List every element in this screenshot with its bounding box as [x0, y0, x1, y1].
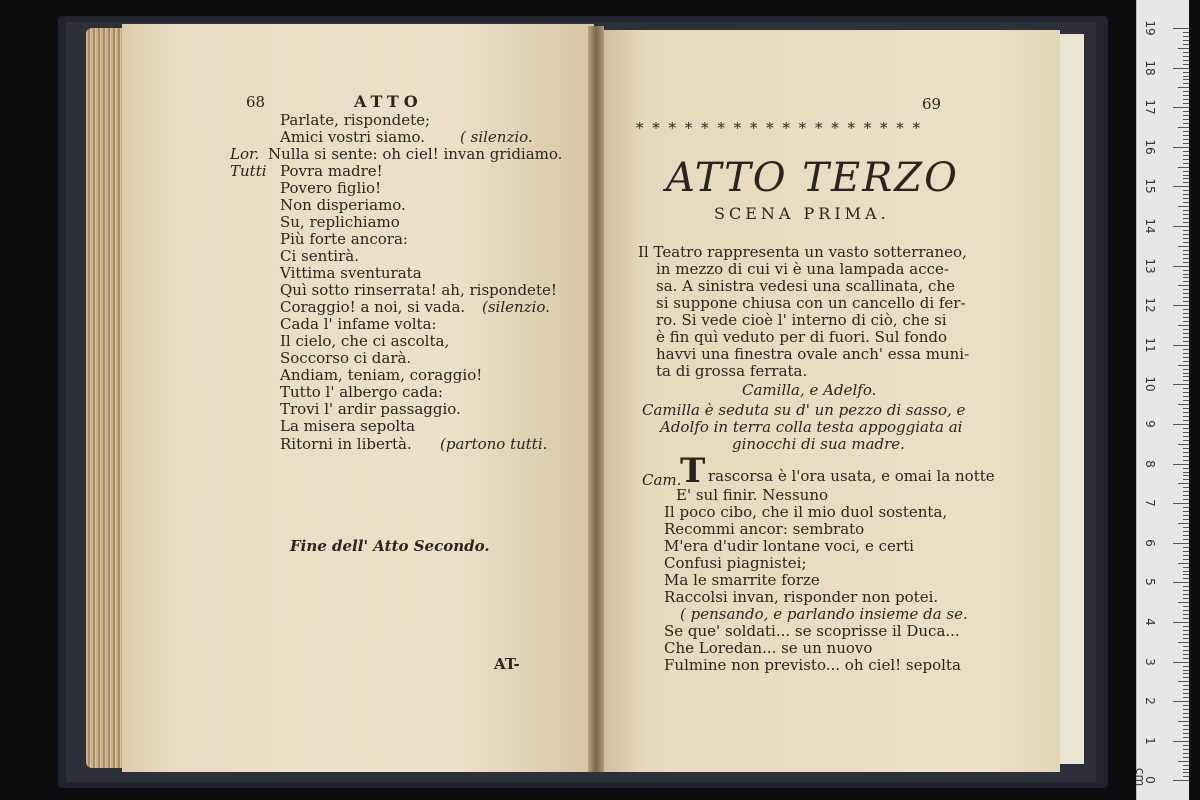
verse-line: La misera sepolta — [280, 417, 416, 435]
ruler-number: 10 — [1143, 376, 1157, 393]
ruler-tick — [1183, 515, 1189, 516]
ruler-tick — [1183, 479, 1189, 480]
stage-note: ( silenzio. — [460, 128, 533, 146]
ruler-number: 17 — [1143, 99, 1157, 115]
ruler-tick — [1178, 681, 1189, 682]
ruler-number: 0 — [1143, 776, 1157, 785]
dialogue-line: Recommi ancor: sembrato — [664, 520, 865, 538]
ruler-number: 15 — [1143, 178, 1157, 195]
ruler-tick — [1183, 202, 1189, 203]
verse-line: Soccorso ci darà. — [280, 349, 412, 367]
ruler-tick — [1183, 309, 1189, 310]
running-head: ATTO — [354, 92, 423, 111]
ruler-tick — [1183, 52, 1189, 53]
ruler-tick — [1183, 654, 1189, 655]
ruler-tick — [1183, 670, 1189, 671]
ruler-tick — [1183, 139, 1189, 140]
description-line: havvi una finestra ovale anch' essa muni- — [656, 345, 970, 363]
verse-line: Più forte ancora: — [280, 230, 408, 248]
ruler-tick — [1183, 630, 1189, 631]
ruler-tick — [1183, 586, 1189, 587]
ruler-tick — [1183, 337, 1189, 338]
act-end-line: Fine dell' Atto Secondo. — [290, 537, 490, 555]
ruler-tick — [1183, 178, 1189, 179]
page-block-edge — [86, 28, 126, 768]
verse-line: Cada l' infame volta: — [280, 315, 437, 333]
ruler-tick — [1183, 361, 1189, 362]
act-title: ATTO TERZO — [666, 155, 959, 201]
ruler-tick — [1173, 582, 1189, 583]
ruler-number: 19 — [1143, 20, 1157, 36]
ruler-number: 9 — [1143, 420, 1157, 428]
ruler-tick — [1183, 693, 1189, 694]
ruler-tick — [1183, 460, 1189, 461]
ruler-tick — [1183, 83, 1189, 84]
ruler-tick — [1183, 135, 1189, 136]
drop-cap: T — [680, 451, 706, 491]
ruler-tick — [1183, 574, 1189, 575]
dialogue-line: Che Loredan... se un nuovo — [664, 639, 873, 657]
ruler-tick — [1173, 701, 1189, 702]
ruler-tick — [1173, 68, 1189, 69]
stage-note: (partono tutti. — [440, 435, 548, 453]
ruler-tick — [1173, 384, 1189, 385]
measuring-ruler — [1133, 0, 1189, 800]
ruler-tick — [1183, 448, 1189, 449]
ruler-tick — [1183, 713, 1189, 714]
ruler-tick — [1178, 404, 1189, 405]
ruler-tick — [1183, 610, 1189, 611]
ruler-tick — [1183, 115, 1189, 116]
ruler-tick — [1178, 602, 1189, 603]
ruler-tick — [1183, 44, 1189, 45]
description-line: in mezzo di cui vi è una lampada acce- — [656, 260, 949, 278]
dialogue-line: rascorsa è l'ora usata, e omai la notte — [708, 467, 995, 485]
ruler-tick — [1173, 741, 1189, 742]
description-line: Il Teatro rappresenta un vasto sotterraneo, — [638, 243, 967, 261]
ruler-tick — [1183, 495, 1189, 496]
ruler-tick — [1183, 151, 1189, 152]
ruler-tick — [1183, 376, 1189, 377]
stage-direction-line: ginocchi di sua madre. — [732, 435, 905, 453]
verse-line: Amici vostri siamo. — [280, 128, 425, 146]
ruler-tick — [1183, 293, 1189, 294]
ruler-tick — [1183, 606, 1189, 607]
ruler-tick — [1183, 499, 1189, 500]
ruler-tick — [1183, 578, 1189, 579]
ruler-tick — [1183, 733, 1189, 734]
verse-line: Povra madre! — [280, 162, 383, 180]
ruler-tick — [1183, 341, 1189, 342]
ruler-tick — [1178, 167, 1189, 168]
ruler-tick — [1183, 772, 1189, 773]
ruler-tick — [1178, 761, 1189, 762]
ruler-tick — [1183, 511, 1189, 512]
ruler-tick — [1183, 297, 1189, 298]
dialogue-line: M'era d'udir lontane voci, e certi — [664, 537, 914, 555]
ruler-tick — [1183, 685, 1189, 686]
verse-line: Andiam, teniam, coraggio! — [280, 366, 483, 384]
ruler-tick — [1183, 658, 1189, 659]
ruler-tick — [1183, 749, 1189, 750]
ruler-tick — [1183, 234, 1189, 235]
ruler-tick — [1173, 622, 1189, 623]
ruler-tick — [1183, 317, 1189, 318]
ruler-tick — [1183, 91, 1189, 92]
ruler-tick — [1183, 274, 1189, 275]
ruler-tick — [1183, 559, 1189, 560]
ruler-tick — [1183, 270, 1189, 271]
ruler-tick — [1178, 285, 1189, 286]
ruler-tick — [1183, 412, 1189, 413]
ruler-tick — [1183, 238, 1189, 239]
ruler-tick — [1183, 472, 1189, 473]
speaker-label: Cam. — [642, 471, 682, 489]
ruler-tick — [1183, 60, 1189, 61]
verse-line: Vittima sventurata — [280, 264, 422, 282]
ruler-tick — [1173, 266, 1189, 267]
ruler-number: 7 — [1143, 499, 1157, 507]
ruler-tick — [1183, 547, 1189, 548]
ruler-tick — [1183, 531, 1189, 532]
ruler-tick — [1183, 626, 1189, 627]
ruler-tick — [1183, 76, 1189, 77]
ruler-tick — [1183, 408, 1189, 409]
ruler-tick — [1183, 638, 1189, 639]
ruler-tick — [1183, 555, 1189, 556]
ruler-tick — [1183, 717, 1189, 718]
verse-line: Parlate, rispondete; — [280, 111, 431, 129]
ruler-tick — [1183, 487, 1189, 488]
verse-line: Povero figlio! — [280, 179, 382, 197]
ruler-tick — [1183, 428, 1189, 429]
ruler-tick — [1183, 329, 1189, 330]
characters-line: Camilla, e Adelfo. — [742, 381, 877, 399]
ruler-tick — [1183, 333, 1189, 334]
ruler-tick — [1173, 662, 1189, 663]
ruler-tick — [1178, 365, 1189, 366]
ruler-number: 8 — [1143, 459, 1157, 468]
ruler-tick — [1178, 246, 1189, 247]
ruler-tick — [1183, 614, 1189, 615]
ruler-tick — [1173, 305, 1189, 306]
ruler-tick — [1183, 551, 1189, 552]
ruler-tick — [1183, 400, 1189, 401]
ruler-tick — [1183, 155, 1189, 156]
ruler-tick — [1183, 36, 1189, 37]
dialogue-line: Se que' soldati... se scoprisse il Duca... — [664, 622, 960, 640]
stage-direction-line: Adolfo in terra colla testa appoggiata ai — [660, 418, 963, 436]
stage-direction-line: Camilla è seduta su d' un pezzo di sasso, e — [642, 401, 966, 419]
aside-direction: ( pensando, e parlando insieme da se. — [680, 605, 968, 623]
ruler-tick — [1183, 171, 1189, 172]
ruler-tick — [1183, 123, 1189, 124]
ruler-tick — [1183, 214, 1189, 215]
ruler-number: 11 — [1143, 337, 1157, 353]
ruler-tick — [1183, 242, 1189, 243]
ruler-tick — [1173, 543, 1189, 544]
ruler-tick — [1183, 218, 1189, 219]
ruler-tick — [1183, 159, 1189, 160]
ruler-tick — [1178, 444, 1189, 445]
ruler-tick — [1183, 456, 1189, 457]
verse-line: Coraggio! a noi, si vada. — [280, 298, 466, 316]
ruler-number: 12 — [1143, 297, 1157, 313]
dialogue-line: Raccolsi invan, risponder non potei. — [664, 588, 939, 606]
ruler-tick — [1183, 103, 1189, 104]
ruler-tick — [1183, 666, 1189, 667]
star-ornament: * * * * * * * * * * * * * * * * * * — [636, 119, 923, 137]
page-number-right: 69 — [922, 95, 942, 113]
ruler-tick — [1183, 369, 1189, 370]
ruler-tick — [1183, 737, 1189, 738]
ruler-unit: cm — [1133, 767, 1147, 787]
ruler-tick — [1183, 745, 1189, 746]
ruler-tick — [1183, 753, 1189, 754]
ruler-tick — [1183, 535, 1189, 536]
ruler-number: 14 — [1143, 218, 1157, 234]
ruler-tick — [1183, 95, 1189, 96]
description-line: si suppone chiusa con un cancello di fer- — [656, 294, 966, 312]
ruler-tick — [1183, 281, 1189, 282]
ruler-number: 2 — [1143, 697, 1157, 705]
book-gutter — [588, 26, 604, 772]
ruler-number: 4 — [1143, 618, 1157, 626]
ruler-tick — [1183, 475, 1189, 476]
ruler-tick — [1183, 590, 1189, 591]
ruler-tick — [1183, 452, 1189, 453]
ruler-tick — [1183, 163, 1189, 164]
ruler-tick — [1183, 725, 1189, 726]
verse-line: Su, replichiamo — [280, 213, 400, 231]
ruler-tick — [1178, 642, 1189, 643]
catchword: AT- — [494, 655, 520, 673]
ruler-tick — [1173, 186, 1189, 187]
ruler-number: 5 — [1143, 578, 1157, 587]
ruler-tick — [1183, 56, 1189, 57]
speaker-label: Tutti — [230, 162, 267, 180]
ruler-tick — [1178, 721, 1189, 722]
stage-note: (silenzio. — [482, 298, 550, 316]
ruler-tick — [1183, 190, 1189, 191]
ruler-tick — [1178, 523, 1189, 524]
ruler-tick — [1183, 175, 1189, 176]
ruler-number: 3 — [1143, 657, 1157, 666]
ruler-tick — [1183, 491, 1189, 492]
ruler-number: 13 — [1143, 257, 1157, 274]
ruler-tick — [1178, 325, 1189, 326]
ruler-tick — [1183, 567, 1189, 568]
ruler-tick — [1183, 289, 1189, 290]
ruler-tick — [1183, 357, 1189, 358]
ruler-tick — [1183, 230, 1189, 231]
ruler-tick — [1183, 646, 1189, 647]
ruler-tick — [1173, 226, 1189, 227]
ruler-tick — [1183, 757, 1189, 758]
ruler-tick — [1183, 32, 1189, 33]
ruler-number: 18 — [1143, 59, 1157, 76]
ruler-tick — [1183, 468, 1189, 469]
ruler-tick — [1173, 147, 1189, 148]
ruler-tick — [1183, 598, 1189, 599]
ruler-tick — [1178, 127, 1189, 128]
dialogue-line: Il poco cibo, che il mio duol sostenta, — [664, 503, 948, 521]
verse-line: Ritorni in libertà. — [280, 435, 412, 453]
ruler-tick — [1178, 48, 1189, 49]
ruler-tick — [1183, 349, 1189, 350]
ruler-tick — [1183, 650, 1189, 651]
description-line: è fin quì veduto per di fuori. Sul fondo — [656, 328, 948, 346]
ruler-tick — [1183, 697, 1189, 698]
ruler-tick — [1183, 254, 1189, 255]
ruler-tick — [1183, 709, 1189, 710]
description-line: sa. A sinistra vedesi una scallinata, che — [656, 277, 955, 295]
ruler-tick — [1183, 416, 1189, 417]
verse-line: Quì sotto rinserrata! ah, rispondete! — [280, 281, 557, 299]
ruler-tick — [1183, 705, 1189, 706]
ruler-tick — [1173, 107, 1189, 108]
ruler-tick — [1183, 72, 1189, 73]
ruler-tick — [1183, 634, 1189, 635]
verse-line: Il cielo, che ci ascolta, — [280, 332, 450, 350]
ruler-tick — [1183, 321, 1189, 322]
ruler-tick — [1183, 519, 1189, 520]
dialogue-line: Confusi piagnistei; — [664, 554, 807, 572]
description-line: ro. Si vede cioè l' interno di ciò, che si — [656, 311, 947, 329]
ruler-tick — [1183, 198, 1189, 199]
description-line: ta di grossa ferrata. — [656, 362, 808, 380]
ruler-tick — [1183, 258, 1189, 259]
ruler-tick — [1173, 424, 1189, 425]
ruler-tick — [1183, 277, 1189, 278]
ruler-tick — [1173, 503, 1189, 504]
ruler-number: 16 — [1143, 139, 1157, 155]
ruler-tick — [1183, 64, 1189, 65]
verse-line: Tutto l' albergo cada: — [280, 383, 443, 401]
ruler-tick — [1178, 483, 1189, 484]
ruler-tick — [1183, 769, 1189, 770]
ruler-tick — [1183, 527, 1189, 528]
ruler-tick — [1183, 689, 1189, 690]
ruler-tick — [1183, 222, 1189, 223]
ruler-tick — [1183, 182, 1189, 183]
ruler-tick — [1183, 677, 1189, 678]
ruler-tick — [1183, 507, 1189, 508]
ruler-tick — [1183, 210, 1189, 211]
ruler-tick — [1178, 563, 1189, 564]
ruler-tick — [1183, 143, 1189, 144]
ruler-tick — [1183, 380, 1189, 381]
ruler-tick — [1183, 420, 1189, 421]
ruler-tick — [1183, 388, 1189, 389]
ruler-tick — [1183, 539, 1189, 540]
ruler-tick — [1183, 250, 1189, 251]
ruler-tick — [1173, 345, 1189, 346]
ruler-tick — [1173, 780, 1189, 781]
ruler-tick — [1183, 673, 1189, 674]
ruler-tick — [1183, 119, 1189, 120]
ruler-tick — [1183, 436, 1189, 437]
ruler-tick — [1183, 301, 1189, 302]
ruler-tick — [1183, 194, 1189, 195]
ruler-tick — [1183, 571, 1189, 572]
page-block-edge-right — [1056, 34, 1084, 764]
dialogue-line: Ma le smarrite forze — [664, 571, 820, 589]
ruler-tick — [1183, 776, 1189, 777]
ruler-tick — [1183, 396, 1189, 397]
ruler-tick — [1178, 206, 1189, 207]
ruler-tick — [1183, 432, 1189, 433]
speaker-label: Lor. — [230, 145, 260, 163]
verse-line: Ci sentirà. — [280, 247, 359, 265]
page-number-left: 68 — [246, 93, 266, 111]
ruler-tick — [1183, 729, 1189, 730]
ruler-number: 6 — [1143, 538, 1157, 547]
dialogue-line: E' sul finir. Nessuno — [676, 486, 829, 504]
ruler-tick — [1183, 618, 1189, 619]
dialogue-line: Fulmine non previsto... oh ciel! sepolta — [664, 656, 961, 674]
ruler-tick — [1173, 464, 1189, 465]
verse-line: Non disperiamo. — [280, 196, 406, 214]
ruler-tick — [1183, 313, 1189, 314]
verse-line: Trovi l' ardir passaggio. — [280, 400, 461, 418]
ruler-tick — [1183, 40, 1189, 41]
ruler-tick — [1183, 392, 1189, 393]
ruler-tick — [1173, 28, 1189, 29]
ruler-number: 1 — [1143, 736, 1157, 745]
scene-heading: SCENA PRIMA. — [714, 204, 890, 223]
verse-line: Nulla si sente: oh ciel! invan gridiamo. — [268, 145, 563, 163]
ruler-tick — [1183, 353, 1189, 354]
ruler-tick — [1183, 440, 1189, 441]
ruler-tick — [1183, 594, 1189, 595]
ruler-tick — [1183, 765, 1189, 766]
ruler-tick — [1178, 87, 1189, 88]
ruler-tick — [1183, 373, 1189, 374]
ruler-tick — [1183, 111, 1189, 112]
ruler-tick — [1183, 131, 1189, 132]
ruler-tick — [1183, 99, 1189, 100]
ruler-tick — [1183, 262, 1189, 263]
ruler-tick — [1183, 79, 1189, 80]
